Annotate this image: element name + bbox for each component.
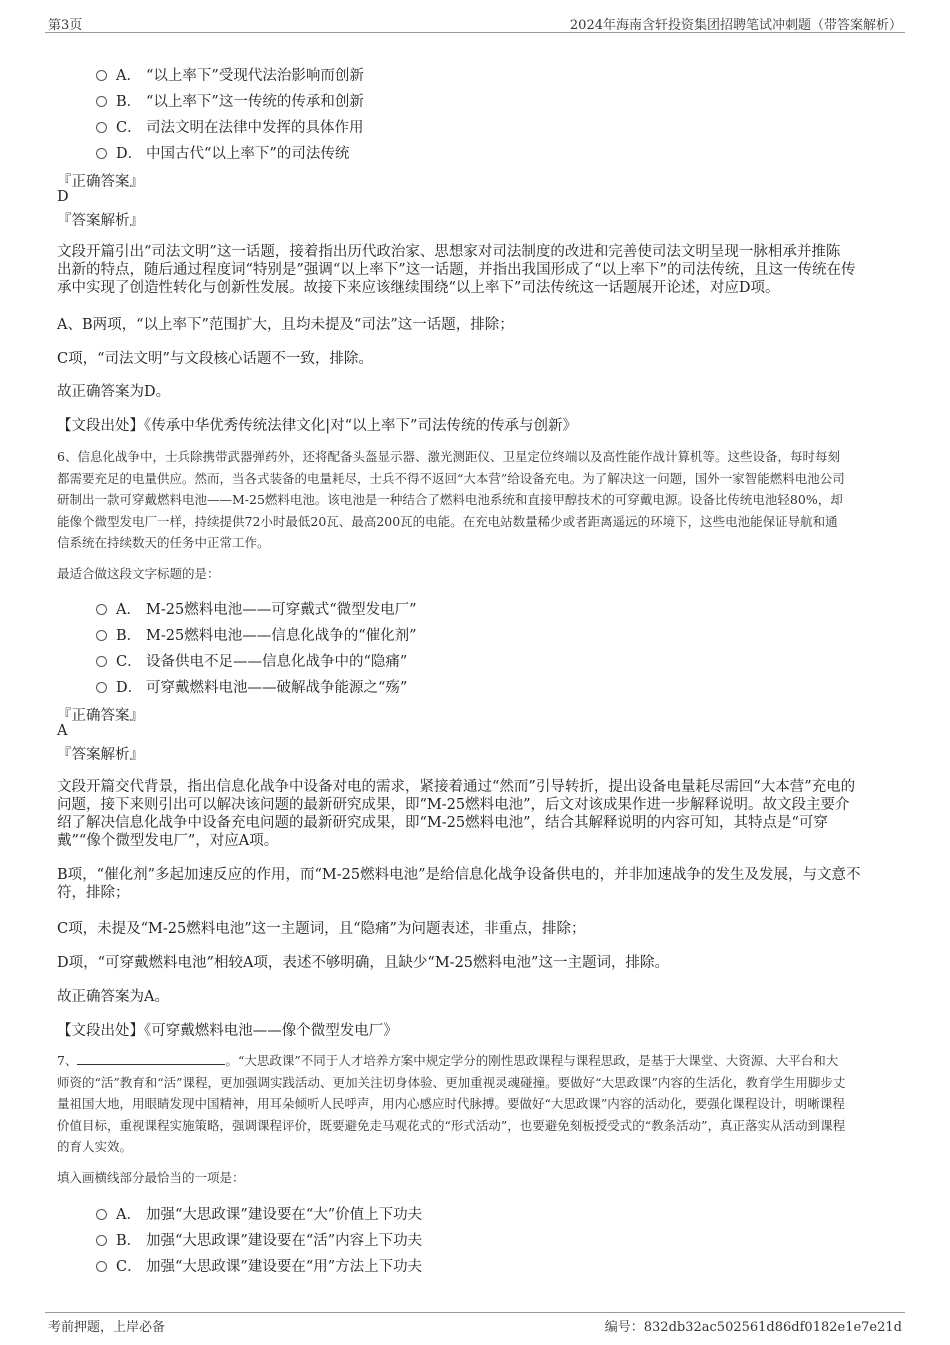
q6-answer-label: 『正确答案』 xyxy=(57,708,144,724)
option-text: M-25燃料电池——可穿戴式“微型发电厂” xyxy=(146,602,417,618)
option-key: C． xyxy=(116,1259,142,1275)
option-text: 加强“大思政课”建设要在“活”内容上下功夫 xyxy=(146,1233,423,1249)
stem-text: 。“大思政课”不同于人才培养方案中规定学分的刚性思政课程与课程思政，是基于大课堂、大资源、大平台和大 xyxy=(225,1053,839,1068)
option-key: A． xyxy=(116,68,141,84)
q5-conclusion: 故正确答案为D。 xyxy=(57,384,171,400)
stem-line: 信系统在持续数天的任务中正常工作。 xyxy=(57,535,270,550)
stem-line: 价值目标，重视课程实施策略，强调课程评价，既要避免走马观花式的“形式活动”，也要避免刻板授受式的“教条活动”，真正落实从活动到课程 xyxy=(57,1117,846,1133)
radio-icon[interactable] xyxy=(96,604,107,615)
footer-slogan: 考前押题，上岸必备 xyxy=(48,1320,166,1335)
q5-option-c[interactable] xyxy=(96,116,364,137)
option-text: “以上率下”这一传统的传承和创新 xyxy=(146,94,364,110)
radio-icon[interactable] xyxy=(96,1209,107,1220)
radio-icon[interactable] xyxy=(96,70,107,81)
q5-source: 【文段出处】《传承中华优秀传统法律文化|对“以上率下”司法传统的传承与创新》 xyxy=(57,418,577,434)
option-key: D． xyxy=(116,680,143,696)
q6-conclusion: 故正确答案为A。 xyxy=(57,989,169,1005)
q6-stem xyxy=(57,446,899,554)
stem-line: 6、信息化战争中，士兵除携带武器弹药外，还将配备头盔显示器、激光测距仪、卫星定位终端以及高性能作战计算机等。这些设备，每时每刻 xyxy=(57,449,840,464)
option-key: B． xyxy=(116,628,142,644)
q7-option-c[interactable] xyxy=(96,1255,422,1276)
radio-icon[interactable] xyxy=(96,1261,107,1272)
stem-line: 量祖国大地，用眼睛发现中国精神，用耳朵倾听人民呼声，用内心感应时代脉搏。要做好“大思政课”内容的活动化，要强化课程设计，明晰课程 xyxy=(57,1096,845,1111)
option-key: A． xyxy=(116,1207,141,1223)
option-text: 设备供电不足——信息化战争中的“隐痛” xyxy=(146,654,408,670)
document-title: 2024年海南含轩投资集团招聘笔试冲刺题（带答案解析） xyxy=(569,18,902,33)
option-key: B． xyxy=(116,94,142,110)
q5-analysis-label: 『答案解析』 xyxy=(57,213,144,229)
stem-line: 的育人实效。 xyxy=(57,1139,133,1154)
code-label: 编号： xyxy=(604,1320,644,1335)
option-key: D． xyxy=(116,146,143,162)
radio-icon[interactable] xyxy=(96,630,107,641)
radio-icon[interactable] xyxy=(96,656,107,667)
stem-line: 研制出一款可穿戴燃料电池——M-25燃料电池。该电池是一种结合了燃料电池系统和直接甲醇技术的可穿戴电源。设备比传统电池轻80%，却 xyxy=(57,492,843,507)
q7-option-b[interactable] xyxy=(96,1229,422,1250)
q6-prompt: 最适合做这段文字标题的是： xyxy=(57,566,220,581)
radio-icon[interactable] xyxy=(96,122,107,133)
option-key: C． xyxy=(116,654,142,670)
option-text: M-25燃料电池——信息化战争的“催化剂” xyxy=(146,628,417,644)
q6-analysis-label: 『答案解析』 xyxy=(57,747,144,763)
q5-ab-note: A、B两项，“以上率下”范围扩大，且均未提及“司法”这一话题，排除； xyxy=(57,317,514,333)
q7-option-a[interactable] xyxy=(96,1203,422,1224)
q6-answer: A xyxy=(57,723,68,739)
q5-analysis xyxy=(57,243,897,297)
document-code xyxy=(605,1316,902,1335)
option-text: 加强“大思政课”建设要在“大”价值上下功夫 xyxy=(146,1207,423,1223)
option-text: 可穿戴燃料电池——破解战争能源之“殇” xyxy=(146,680,408,696)
q7-prompt: 填入画横线部分最恰当的一项是： xyxy=(57,1170,245,1185)
analysis-line: 符，排除； xyxy=(57,885,130,901)
q6-c-note: C项，未提及“M-25燃料电池”这一主题词，且“隐痛”为问题表述，非重点，排除； xyxy=(57,921,586,937)
q5-answer-label: 『正确答案』 xyxy=(57,174,144,190)
q6-d-note: D项，“可穿戴燃料电池”相较A项，表述不够明确，且缺少“M-25燃料电池”这一主题词，排除。 xyxy=(57,955,669,971)
analysis-line: 文段开篇交代背景，指出信息化战争中设备对电的需求，紧接着通过“然而”引导转折，提出设备电量耗尽需回“大本营”充电的 xyxy=(57,779,856,795)
q5-option-a[interactable] xyxy=(96,64,364,85)
page-header xyxy=(45,12,905,33)
q6-option-a[interactable] xyxy=(96,598,417,619)
analysis-line: B项，“催化剂”多起加速反应的作用，而“M-25燃料电池”是给信息化战争设备供电的，并非加速战争的发生及发展，与文意不 xyxy=(57,867,861,883)
analysis-line: 承中实现了创造性转化与创新性发展。故接下来应该继续围绕“以上率下”司法传统这一话题展开论述，对应D项。 xyxy=(57,280,780,296)
option-text: 司法文明在法律中发挥的具体作用 xyxy=(146,120,364,136)
radio-icon[interactable] xyxy=(96,96,107,107)
q6-b-note xyxy=(57,866,897,902)
stem-line: 都需要充足的电量供应。然而，当各式装备的电量耗尽，士兵不得不返回“大本营”给设备充电。为了解决这一问题，国外一家智能燃料电池公司 xyxy=(57,470,845,486)
q5-option-b[interactable] xyxy=(96,90,364,111)
option-text: 中国古代“以上率下”的司法传统 xyxy=(146,146,350,162)
option-key: B． xyxy=(116,1233,142,1249)
radio-icon[interactable] xyxy=(96,1235,107,1246)
analysis-line: 绍了解决信息化战争中设备充电问题的最新研究成果，即“M-25燃料电池”，结合其解释说明的内容可知，其特点是“可穿 xyxy=(57,815,828,831)
q7-stem xyxy=(57,1050,899,1158)
radio-icon[interactable] xyxy=(96,148,107,159)
q6-option-b[interactable] xyxy=(96,624,417,645)
question-number: 7、 xyxy=(57,1053,78,1068)
analysis-line: 问题，接下来则引出可以解决该问题的最新研究成果，即“M-25燃料电池”，后文对该成果作进一步解释说明。故文段主要介 xyxy=(57,797,850,813)
stem-line-first xyxy=(57,1050,899,1072)
option-text: “以上率下”受现代法治影响而创新 xyxy=(146,68,364,84)
stem-line: 能像个微型发电厂一样，持续提供72小时最低20瓦、最高200瓦的电能。在充电站数量稀少或者距离遥远的环境下，这些电池能保证导航和通 xyxy=(57,513,838,529)
q5-c-note: C项，“司法文明”与文段核心话题不一致，排除。 xyxy=(57,351,373,367)
option-key: C． xyxy=(116,120,142,136)
radio-icon[interactable] xyxy=(96,682,107,693)
code-value: 832db32ac502561d86df0182e1e7e21d xyxy=(643,1320,902,1335)
q5-option-d[interactable] xyxy=(96,142,349,163)
stem-line: 师资的“活”教育和“活”课程，更加强调实践活动、更加关注切身体验、更加重视灵魂碰撞。要做好“大思政课”内容的生活化，教育学生用脚步丈 xyxy=(57,1074,846,1090)
analysis-line: 戴”“像个微型发电厂”，对应A项。 xyxy=(57,833,279,849)
analysis-line: 出新的特点，随后通过程度词“特别是”强调“以上率下”这一话题，并指出我国形成了“以上率下”的司法传统，且这一传统在传 xyxy=(57,262,856,278)
q6-analysis xyxy=(57,778,897,850)
fill-blank xyxy=(77,1053,225,1065)
page-number: 第3页 xyxy=(48,18,83,33)
q5-answer: D xyxy=(57,189,69,205)
q6-source: 【文段出处】《可穿戴燃料电池——像个微型发电厂》 xyxy=(57,1023,398,1039)
option-text: 加强“大思政课”建设要在“用”方法上下功夫 xyxy=(146,1259,423,1275)
option-key: A． xyxy=(116,602,141,618)
analysis-line: 文段开篇引出“司法文明”这一话题，接着指出历代政治家、思想家对司法制度的改进和完善使司法文明呈现一脉相承并推陈 xyxy=(57,244,841,260)
page-footer xyxy=(45,1312,905,1335)
q6-option-c[interactable] xyxy=(96,650,407,671)
q6-option-d[interactable] xyxy=(96,676,407,697)
